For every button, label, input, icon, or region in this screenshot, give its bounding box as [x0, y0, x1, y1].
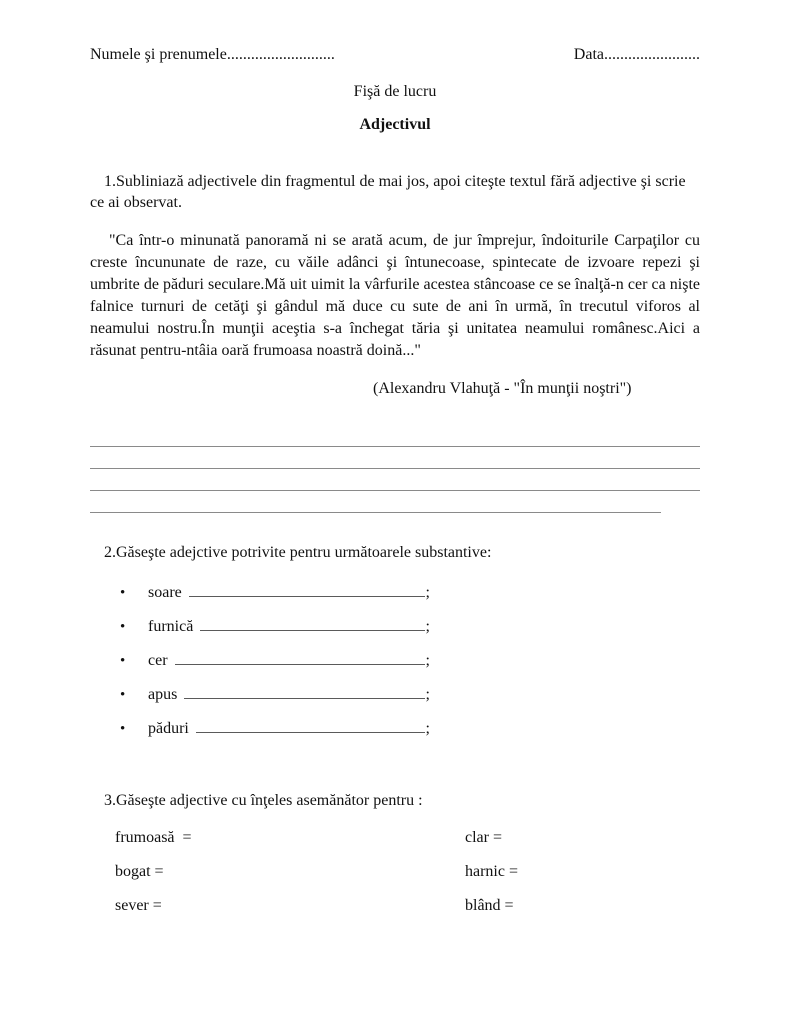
list-item: [120, 581, 430, 615]
answer-line: [90, 469, 700, 491]
write-in-line: [196, 717, 425, 733]
suffix-label: ;: [425, 686, 430, 703]
synonym-prompt: frumoasă =: [115, 829, 192, 846]
synonym-prompt: blând =: [465, 897, 514, 914]
synonym-prompt: sever =: [115, 897, 162, 914]
list-item: [120, 649, 430, 683]
noun-label: apus: [148, 686, 178, 703]
bullet-icon: •: [120, 687, 126, 703]
answer-line: [90, 491, 661, 513]
bullet-icon: •: [120, 653, 126, 669]
write-in-line: [175, 649, 425, 665]
noun-label: soare: [148, 584, 182, 601]
task2-bullet-list: [90, 581, 700, 751]
task1-quote: "Ca într-o minunată panoramă ni se arată acum, de jur împrejur, îndoiturile Carpaţilor cu creste încununate de raze, cu văile adânci şi întunecoase, spintecate de izvoare repezi şi umbrite de păduri seculare.Mă uit uimit la vârfurile acestea stâncoase ce se înalţă-n cer ca nişte falnice turnuri de cetăţi şi gândul mă duce cu sute de ani în urmă, în trecutul viforos al neamului nostru.În munţii aceştia s-a închegat tăria şi unitatea neamului românesc.Aici a răsunat pentru-ntâia oară frumoasa noastră doină...": [90, 232, 700, 359]
task2-instruction: 2.Găseşte adejctive potrivite pentru următoarele substantive:: [104, 544, 492, 561]
answer-line: [90, 447, 700, 469]
answer-line: [90, 425, 700, 447]
synonym-prompt: bogat =: [115, 863, 164, 880]
bullet-icon: •: [120, 585, 126, 601]
synonym-prompt: harnic =: [465, 863, 518, 880]
task3-pairs: [115, 827, 700, 916]
list-item: [120, 615, 430, 649]
synonym-prompt: clar =: [465, 829, 502, 846]
write-in-line: [200, 615, 424, 631]
quote-attribution: (Alexandru Vlahuţă - "În munţii noştri"): [373, 380, 632, 397]
doc-title: Fişă de lucru: [353, 83, 437, 100]
noun-label: furnică: [148, 618, 194, 635]
bullet-icon: •: [120, 619, 126, 635]
header: [90, 46, 700, 64]
suffix-label: ;: [425, 584, 430, 601]
bullet-icon: •: [120, 721, 126, 737]
list-item: [120, 717, 430, 751]
noun-label: păduri: [148, 720, 189, 737]
list-item: [120, 683, 430, 717]
suffix-label: ;: [425, 618, 430, 635]
write-in-line: [189, 581, 425, 597]
doc-subtitle: Adjectivul: [359, 116, 431, 133]
name-field-label: Numele şi prenumele...........................: [90, 46, 335, 63]
date-field-label: Data........................: [573, 46, 700, 63]
write-in-line: [184, 683, 424, 699]
suffix-label: ;: [425, 652, 430, 669]
task3-instruction: 3.Găseşte adjective cu înţeles asemănător pentru :: [104, 792, 423, 809]
suffix-label: ;: [425, 720, 430, 737]
noun-label: cer: [148, 652, 168, 669]
task1-instruction: 1.Subliniază adjectivele din fragmentul de mai jos, apoi citeşte textul fără adjective şi scrie ce ai observat.: [90, 173, 686, 211]
task1-answer-lines: [90, 425, 700, 513]
